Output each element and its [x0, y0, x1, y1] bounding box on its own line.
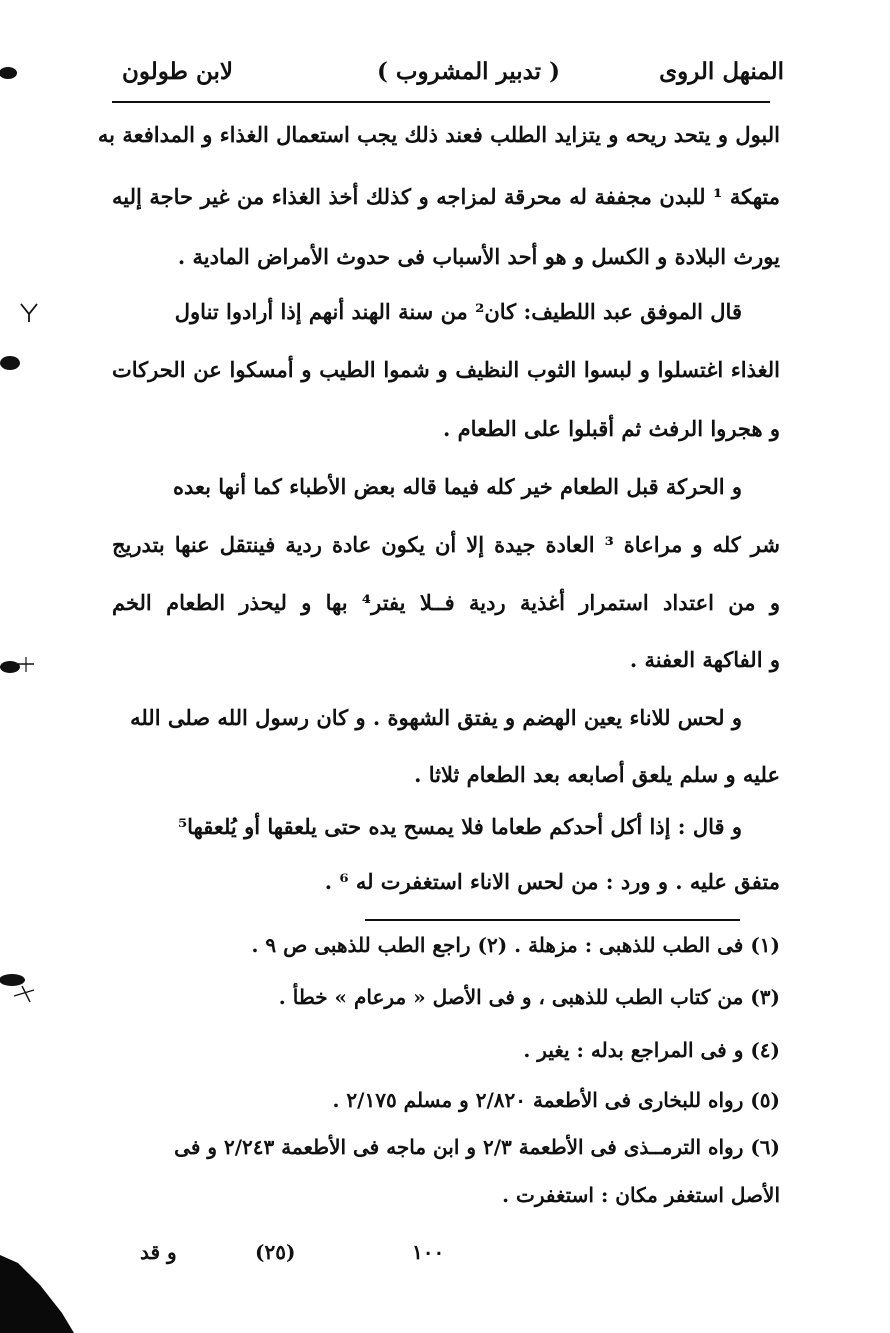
signature-mark: (٢٥) [255, 1240, 296, 1264]
body-line: و لحس للاناء يعين الهضم و يفتق الشهوة . و كان رسول الله صلى الله [130, 705, 742, 730]
body-line: عليه و سلم يلعق أصابعه بعد الطعام ثلاثا . [414, 762, 780, 787]
body-line: و من اعتداد استمرار أغذية ردية فــلا يفتر⁴ بها و ليحذر الطعام الخم [112, 590, 780, 615]
body-line: شر كله و مراعاة ³ العادة جيدة إلا أن يكون عادة ردية فينتقل عنها بتدريج [112, 532, 780, 557]
page-number: ١٠٠ [412, 1240, 445, 1264]
binding-hole-mark [0, 968, 40, 1008]
body-line: متفق عليه . و ورد : من لحس الاناء استغفرت له ⁶ . [324, 869, 780, 894]
body-line: و الفاكهة العفنة . [629, 647, 780, 672]
header-author: لابن طولون [122, 58, 234, 85]
footnote-line: (٤) و فى المراجع بدله : يغير . [523, 1038, 780, 1062]
binding-hole-mark [0, 62, 22, 84]
body-line: البول و يتحد ريحه و يتزايد الطلب فعند ذلك يجب استعمال الغذاء و المدافعة به [97, 122, 780, 147]
binding-hole-mark [0, 652, 40, 682]
footnote-line: (٣) من كتاب الطب للذهبى ، و فى الأصل « مرعام » خطأ . [278, 985, 780, 1009]
footnote-line: (٦) رواه الترمــذى فى الأطعمة ٢/٣ و ابن ماجه فى الأطعمة ٢/٢٤٣ و فى [174, 1135, 780, 1159]
footnote-line: الأصل استغفر مكان : استغفرت . [502, 1183, 780, 1207]
body-line: الغذاء اغتسلوا و لبسوا الثوب النظيف و شموا الطيب و أمسكوا عن الحركات [112, 357, 780, 382]
body-line: و هجروا الرفث ثم أقبلوا على الطعام . [443, 416, 780, 441]
footnote-line: (١) فى الطب للذهبى : مزهلة . (٢) راجع الطب للذهبى ص ٩ . [251, 933, 780, 957]
binding-hole-mark [0, 350, 26, 376]
body-line: و قال : إذا أكل أحدكم طعاما فلا يمسح يده حتى يلعقها أو يُلعقها⁵ [177, 814, 742, 839]
body-line: يورث البلادة و الكسل و هو أحد الأسباب فى حدوث الأمراض المادية . [177, 244, 780, 269]
header-section-title: ( تدبير المشروب ) [377, 58, 560, 85]
body-line: قال الموفق عبد اللطيف: كان² من سنة الهند أنهم إذا أرادوا تناول [174, 299, 742, 324]
footnote-rule [365, 919, 740, 921]
header-book-title: المنهل الروى [659, 58, 784, 85]
catchword: و قد [140, 1240, 177, 1264]
margin-tick-mark [17, 300, 41, 324]
page-corner-shadow [0, 1255, 80, 1333]
body-line: و الحركة قبل الطعام خير كله فيما قاله بعض الأطباء كما أنها بعده [172, 474, 742, 499]
body-line: متهكة ¹ للبدن مجففة له محرقة لمزاجه و كذلك أخذ الغذاء من غير حاجة إليه [112, 184, 780, 209]
footnote-line: (٥) رواه للبخارى فى الأطعمة ٢/٨٢٠ و مسلم ٢/١٧٥ . [332, 1088, 780, 1112]
header-rule [112, 101, 770, 103]
